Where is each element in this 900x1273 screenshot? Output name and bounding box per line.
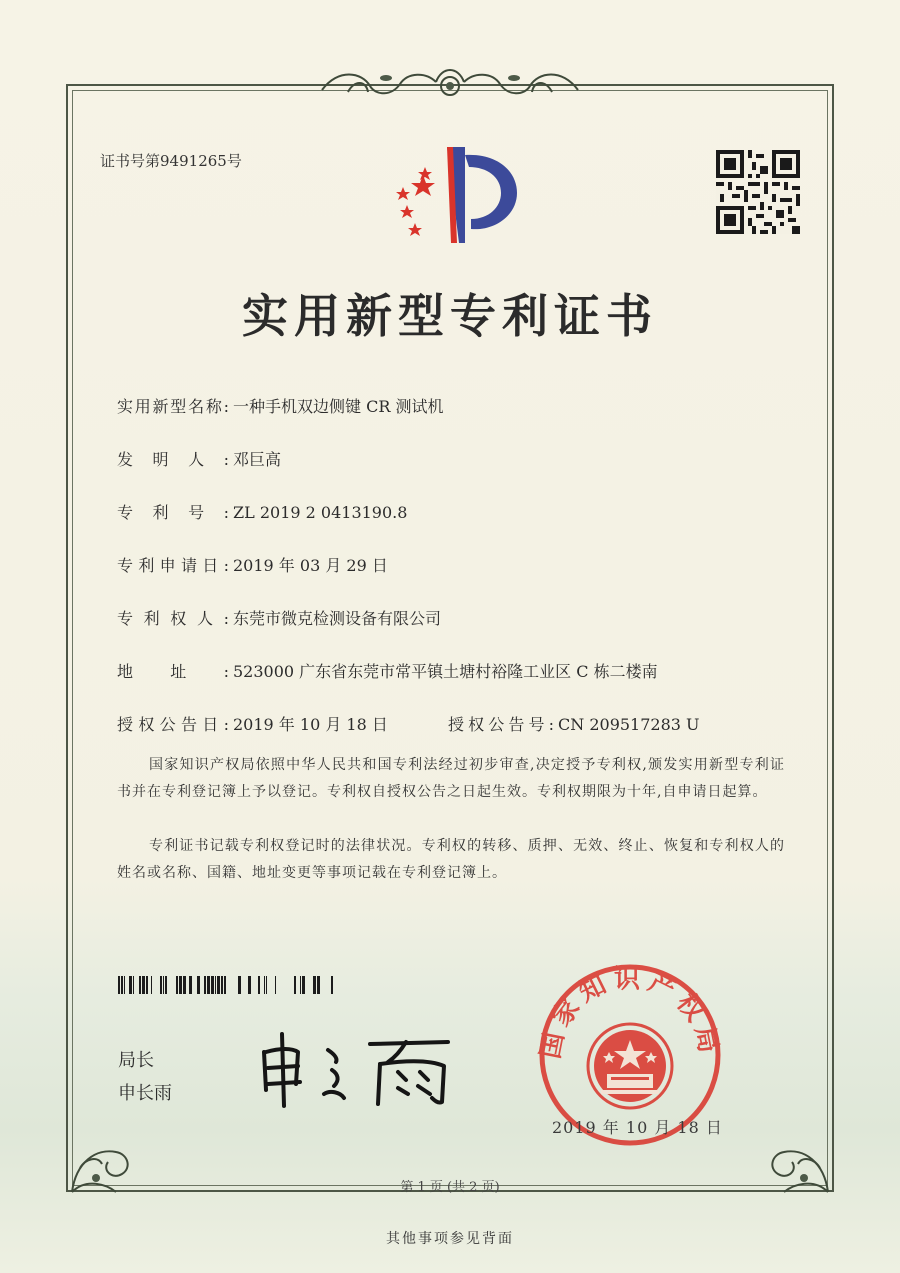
director-signature	[258, 1028, 458, 1108]
certificate-number-suffix: 号	[226, 152, 242, 170]
field-utility-model-name	[117, 394, 443, 417]
seal-date: 2019 年 10 月 18 日	[552, 1118, 723, 1137]
footer-note: 其他事项参见背面	[386, 1231, 514, 1247]
certificate-number-value: 9491265	[160, 152, 227, 170]
field-label: 专利号:	[117, 503, 229, 522]
director-name: 申长雨	[118, 1083, 172, 1104]
grant-date-value: 2019 年 10 月 18 日	[233, 715, 388, 734]
field-label: 实用新型名称:	[117, 397, 229, 416]
certificate-title: 实用新型专利证书	[242, 289, 658, 343]
field-inventor	[117, 447, 281, 470]
grant-number-value: CN 209517283 U	[558, 715, 700, 734]
inventor-value: 邓巨高	[233, 450, 282, 469]
director-role: 局长	[118, 1050, 154, 1071]
utility-model-name-value: 一种手机双边侧键 CR 测试机	[233, 397, 444, 416]
page-indicator: 第 1 页 (共 2 页)	[400, 1180, 500, 1195]
field-patentee	[117, 606, 441, 629]
field-application-date	[117, 553, 388, 576]
barcode	[118, 976, 340, 994]
field-label: 地址:	[117, 662, 229, 681]
body-paragraph: 国家知识产权局依照中华人民共和国专利法经过初步审查,决定授予专利权,颁发实用新型专利证书并在专利登记簿上予以登记。专利权自授权公告之日起生效。专利权期限为十年,自申请日起算。	[117, 757, 785, 800]
patent-office-logo	[385, 145, 525, 245]
field-label: 授权公告日:	[117, 715, 229, 734]
body-paragraph: 专利证书记载专利权登记时的法律状况。专利权的转移、质押、无效、终止、恢复和专利权人的姓名或名称、国籍、地址变更等事项记载在专利登记簿上。	[117, 838, 785, 881]
patent-number-value: ZL 2019 2 0413190.8	[233, 503, 408, 522]
certificate-number-label: 证书号第	[100, 152, 161, 170]
field-grant-date	[117, 712, 388, 735]
qr-code	[716, 150, 800, 234]
field-address	[117, 659, 658, 682]
certificate-number	[100, 150, 242, 171]
application-date-value: 2019 年 03 月 29 日	[233, 556, 388, 575]
field-label: 专利申请日:	[117, 556, 229, 575]
field-grant-number	[448, 712, 700, 735]
address-value: 523000 广东省东莞市常平镇土塘村裕隆工业区 C 栋二楼南	[233, 662, 658, 681]
field-label: 专利权人:	[117, 609, 229, 628]
seal-text: 国家知识产权局	[535, 964, 725, 1062]
field-label: 授权公告号:	[448, 715, 554, 734]
patentee-value: 东莞市微克检测设备有限公司	[233, 609, 442, 628]
top-ornament	[318, 62, 582, 106]
field-label: 发明人:	[117, 450, 229, 469]
field-patent-number	[117, 500, 407, 523]
